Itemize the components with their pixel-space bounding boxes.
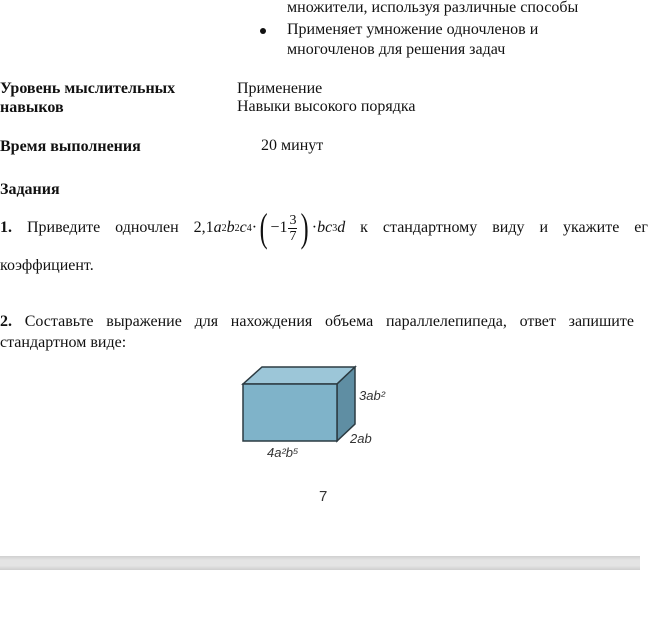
task1-word: и bbox=[539, 219, 548, 236]
task1-word: одночлен bbox=[115, 219, 179, 236]
task2-word: запишите bbox=[568, 313, 634, 330]
task1-word: виду bbox=[492, 219, 525, 236]
box-top-face bbox=[243, 367, 355, 384]
thinking-level-value-2: Навыки высокого порядка bbox=[237, 98, 416, 115]
task1-word: ег bbox=[634, 219, 648, 236]
tasks-heading: Задания bbox=[0, 181, 60, 198]
task1-word: стандартному bbox=[382, 219, 478, 236]
duration-label: Время выполнения bbox=[0, 138, 141, 155]
task2-word: для bbox=[194, 313, 219, 330]
duration-value: 20 минут bbox=[261, 137, 324, 154]
outcome-bullet-line1: Применяет умножение одночленов и bbox=[287, 21, 539, 38]
task2-word: параллелепипеда, bbox=[385, 313, 507, 330]
depth-label: 2ab bbox=[350, 431, 372, 446]
outcome-bullet-line2: многочленов для решения задач bbox=[287, 41, 506, 58]
thinking-level-label-1: Уровень мыслительных bbox=[0, 80, 176, 97]
task2-line2: стандартном виде: bbox=[0, 334, 127, 351]
task2-number: 2. bbox=[0, 313, 12, 330]
height-label: 3ab² bbox=[359, 388, 386, 403]
page-number: 7 bbox=[319, 488, 328, 505]
task1-word: к bbox=[360, 219, 368, 236]
box-front-face bbox=[243, 384, 337, 441]
task2-word: ответ bbox=[519, 313, 556, 330]
length-label: 4a²b⁵ bbox=[267, 445, 299, 460]
task1-number: 1. bbox=[0, 219, 12, 236]
task2-word: Составьте bbox=[24, 313, 94, 330]
task1-word: укажите bbox=[562, 219, 620, 236]
monomial-formula: 2,1 a 2 b 2 c 4 · ( −1 $\frac{3}{7}$ ) · b c 3 d bbox=[193, 205, 346, 250]
thinking-level-value-1: Применение bbox=[237, 80, 323, 97]
thinking-level-label-2: навыков bbox=[0, 99, 64, 116]
task1-line2: коэффициент. bbox=[0, 257, 94, 274]
task2-word: выражение bbox=[106, 313, 182, 330]
task1-word: Приведите bbox=[26, 219, 101, 236]
outcome-prev-line: множители, используя различные способы bbox=[287, 0, 579, 16]
page-separator bbox=[0, 556, 640, 570]
task2-word: объема bbox=[324, 313, 374, 330]
task2-word: нахождения bbox=[230, 313, 313, 330]
